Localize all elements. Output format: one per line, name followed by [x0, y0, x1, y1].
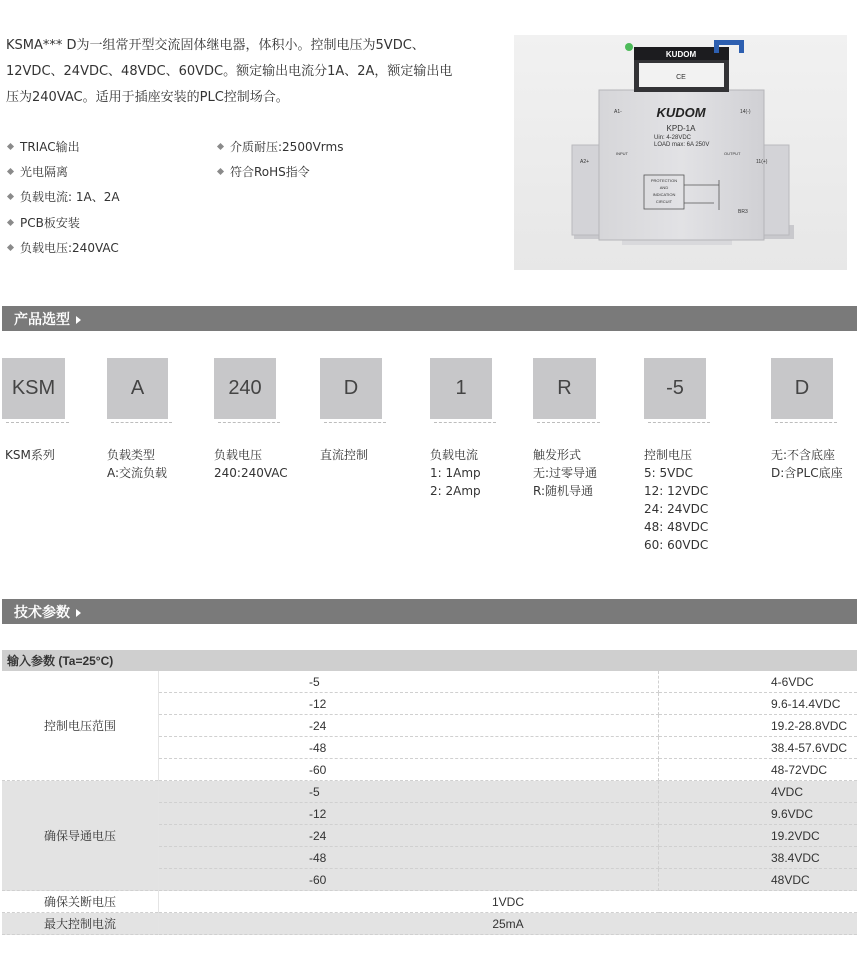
- model-text: KPD-1A: [666, 124, 696, 133]
- code-label-series: KSM系列: [5, 448, 55, 462]
- bullet-diamond-icon: [7, 143, 14, 150]
- code-label-load-current: 负载电流 1: 1Amp 2: 2Amp: [430, 448, 481, 498]
- feature-item: TRIAC输出: [6, 138, 80, 155]
- caret-right-icon: [76, 609, 81, 617]
- bullet-diamond-icon: [217, 168, 224, 175]
- svg-text:OUTPUT: OUTPUT: [724, 151, 741, 156]
- svg-text:11(+): 11(+): [756, 159, 768, 165]
- table-row: -24 19.2VDC: [2, 825, 857, 847]
- code-box-socket: D: [771, 358, 833, 419]
- bullet-diamond-icon: [7, 168, 14, 175]
- table-row: -12 9.6-14.4VDC: [2, 693, 857, 715]
- code-box-control-voltage: -5: [644, 358, 706, 419]
- svg-text:A1-: A1-: [614, 109, 622, 115]
- svg-text:A2+: A2+: [580, 159, 590, 165]
- svg-text:PROTECTION: PROTECTION: [650, 178, 678, 183]
- code-label-dc-control: 直流控制: [320, 448, 369, 462]
- row-label-control-voltage: 控制电压范围: [2, 671, 159, 781]
- table-row: -48 38.4-57.6VDC: [2, 737, 857, 759]
- code-box-series: KSM: [2, 358, 65, 419]
- svg-text:INDICATION: INDICATION: [652, 192, 676, 197]
- row-label-off-voltage: 确保关断电压: [2, 891, 159, 913]
- relay-brand-text: KUDOM: [665, 50, 697, 59]
- table-row: -12 9.6VDC: [2, 803, 857, 825]
- feature-item: 介质耐压:2500Vrms: [216, 138, 343, 155]
- feature-item: 负载电流: 1A、2A: [6, 188, 120, 205]
- table-row: -60 48VDC: [2, 869, 857, 891]
- code-label-trigger: 触发形式 无:过零导通 R:随机导通: [533, 448, 598, 498]
- bullet-diamond-icon: [7, 244, 14, 251]
- feature-item: PCB板安装: [6, 214, 80, 231]
- table-row: -24 19.2-28.8VDC: [2, 715, 857, 737]
- feature-item: 负载电压:240VAC: [6, 239, 119, 256]
- code-label-control-voltage: 控制电压 5: 5VDC 12: 12VDC 24: 24VDC 48: 48VDC 60: 60VDC: [644, 448, 709, 552]
- svg-text:14(-): 14(-): [740, 109, 751, 115]
- bullet-diamond-icon: [217, 143, 224, 150]
- parameter-table: [2, 650, 857, 935]
- code-box-load-type: A: [107, 358, 168, 419]
- table-header-cell: 输入参数 (Ta=25°C): [2, 650, 857, 671]
- relay-module-illustration: [514, 35, 847, 270]
- code-box-load-current: 1: [430, 358, 492, 419]
- code-box-trigger: R: [533, 358, 596, 419]
- table-row: 最大控制电流 25mA: [2, 913, 857, 935]
- spec-input-text: Uin: 4-28VDC: [654, 135, 692, 141]
- table-row: 控制电压范围 -5 4-6VDC: [2, 671, 857, 693]
- spec-load-text: LOAD max: 6A 250V: [654, 142, 710, 148]
- svg-text:CIRCUIT: CIRCUIT: [655, 199, 673, 204]
- product-description: KSMA*** D为一组常开型交流固体继电器，体积小。控制电压为5VDC、12VDC、24VDC、48VDC、60VDC。额定输出电流分1A、2A，额定输出电压为240VAC。适用于插座安装的PLC控制场合。: [6, 38, 453, 105]
- bullet-diamond-icon: [7, 219, 14, 226]
- svg-text:INPUT: INPUT: [616, 151, 628, 156]
- svg-text:AND: AND: [659, 185, 669, 190]
- ce-mark: CE: [676, 74, 686, 81]
- code-label-load-voltage: 负载电压 240:240VAC: [214, 448, 288, 480]
- row-label-on-voltage: 确保导通电压: [2, 781, 159, 891]
- table-header-row: [2, 650, 857, 671]
- table-row: 确保关断电压 1VDC: [2, 891, 857, 913]
- feature-item: 光电隔离: [6, 163, 68, 180]
- section-header-selection: 产品选型: [2, 306, 857, 331]
- table-row: -48 38.4VDC: [2, 847, 857, 869]
- bullet-diamond-icon: [7, 193, 14, 200]
- brand-logo-text: KUDOM: [656, 105, 706, 120]
- code-label-load-type: 负载类型 A:交流负载: [107, 448, 168, 480]
- code-box-load-voltage: 240: [214, 358, 276, 419]
- code-label-socket: 无:不含底座 D:含PLC底座: [771, 448, 843, 480]
- table-row: 确保导通电压 -5 4VDC: [2, 781, 857, 803]
- section-header-technical: 技术参数: [2, 599, 857, 624]
- feature-item: 符合RoHS指令: [216, 163, 310, 180]
- svg-text:BR3: BR3: [738, 209, 748, 215]
- caret-right-icon: [76, 316, 81, 324]
- table-row: -60 48-72VDC: [2, 759, 857, 781]
- product-image: [514, 35, 847, 270]
- code-box-dc-control: D: [320, 358, 382, 419]
- row-label-max-current: 最大控制电流: [2, 913, 159, 935]
